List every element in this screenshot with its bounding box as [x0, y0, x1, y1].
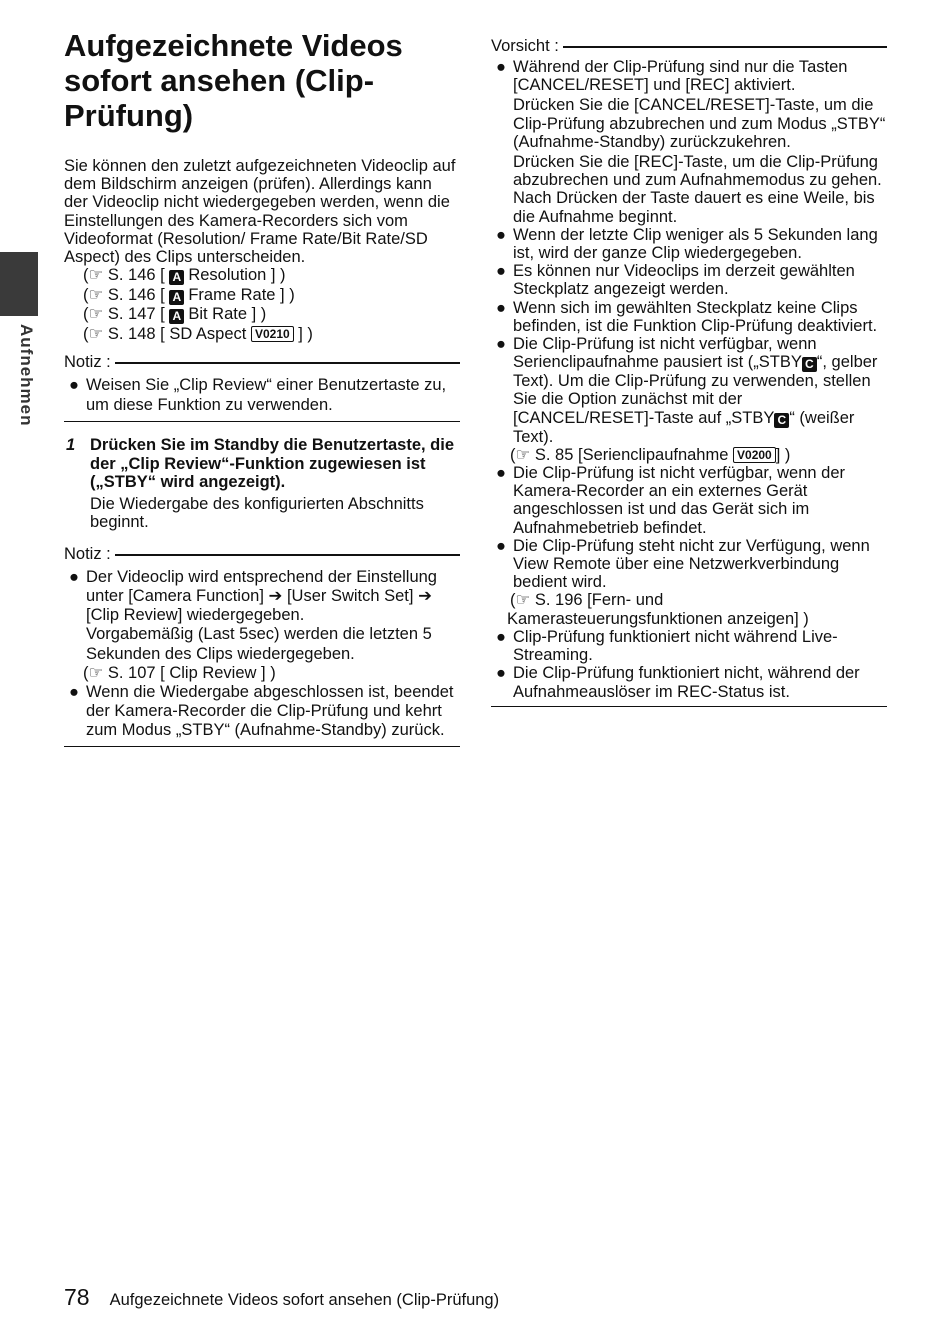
serial-clip-c-icon: C: [802, 357, 817, 372]
bullet-icon: ●: [496, 464, 506, 483]
bullet-icon: ●: [496, 335, 506, 354]
chapter-tab-text: Aufnehmen: [17, 324, 36, 427]
left-column: [64, 28, 460, 747]
reference-remote-control-cont[interactable]: Kamerasteuerungsfunktionen anzeigen] ): [507, 609, 809, 628]
reference-text: Bit Rate ] ): [188, 305, 267, 324]
caution-rule: [563, 46, 887, 48]
caution-item-text: Drücken Sie die [REC]-Taste, um die Clip-Prüfung abzubrechen und zum Aufnahmemodus zu gehen. Nach Drücken der Taste dauert es eine Weile, bis die Aufnahme beginnt.: [513, 153, 882, 226]
bullet-icon: ●: [496, 536, 506, 555]
caution-item: [491, 299, 887, 335]
reference-list: [83, 266, 460, 344]
arrow-right-icon: ➔: [418, 586, 432, 605]
caution-item-text: Es können nur Videoclips im derzeit gewählten Steckplatz angezeigt werden.: [513, 262, 855, 299]
caution-item: [491, 537, 887, 628]
caution-item-text: Clip-Prüfung funktioniert nicht während Live-Streaming.: [513, 627, 838, 665]
page-number: 78: [64, 1284, 90, 1310]
step-body: Die Wiedergabe des konfigurierten Abschnitts beginnt.: [90, 494, 424, 532]
caution-item: [491, 628, 887, 664]
camera-mode-a-icon: A: [169, 290, 184, 305]
note-item-text: Wenn die Wiedergabe abgeschlossen ist, beendet der Kamera-Recorder die Clip-Prüfung und kehrt zum Modus „STBY“ (Aufnahme-Standby) zurück.: [86, 682, 454, 740]
chapter-tab-label: [6, 324, 46, 444]
reference-prefix: (☞ S. 146 [: [83, 285, 165, 304]
reference-suffix: ] ): [298, 324, 313, 343]
caution-item-text: Wenn der letzte Clip weniger als 5 Sekunden lang ist, wird der ganze Clip wiedergegeben.: [513, 225, 878, 263]
caution-item-text: Drücken Sie die [CANCEL/RESET]-Taste, um die Clip-Prüfung abzubrechen und zum Modus „STBY“ (Aufnahme-Standby) zurückzukehren.: [513, 96, 886, 151]
model-badge: V0200: [733, 447, 776, 463]
camera-mode-a-icon: A: [169, 309, 184, 324]
caution-label: Vorsicht :: [491, 37, 559, 55]
reference-bit-rate[interactable]: [83, 305, 460, 325]
bullet-icon: ●: [69, 376, 79, 395]
note-label: Notiz :: [64, 353, 111, 372]
step-title: Drücken Sie im Standby die Benutzertaste, die der „Clip Review“-Funktion zugewiesen ist („STBY“ wird angezeigt).: [90, 436, 455, 492]
caution-item-text: Die Clip-Prüfung ist nicht verfügbar, wenn Serienclipaufnahme pausiert ist („STBY: [513, 335, 817, 372]
reference-prefix: (☞ S. 146 [: [83, 266, 165, 285]
caution-item-text: Wenn sich im gewählten Steckplatz keine Clips befinden, ist die Funktion Clip-Prüfung deaktiviert.: [513, 298, 878, 335]
serial-clip-c-icon: C: [774, 413, 789, 428]
page-heading: Aufgezeichnete Videos sofort ansehen (Clip-Prüfung): [64, 28, 403, 133]
caution-end-rule: [491, 706, 887, 707]
note-header: [64, 544, 460, 564]
intro-paragraph: Sie können den zuletzt aufgezeichneten Videoclip auf dem Bildschirm anzeigen (prüfen). Allerdings kann der Videoclip nicht wiedergegeben werden, wenn die Einstellungen des Kamera-Recorders sich vom Videoformat (Resolution/ Frame Rate/Bit Rate/SD Aspect) des Clips unterscheiden.: [64, 157, 456, 267]
step-number: 1: [66, 436, 76, 455]
caution-item-text: Die Clip-Prüfung ist nicht verfügbar, wenn der Kamera-Recorder an ein externes Gerät angeschlossen ist und das Gerät sich im Aufnahmebetrieb befindet.: [513, 464, 845, 537]
bullet-icon: ●: [496, 58, 506, 76]
caution-item: [491, 262, 887, 298]
footer-title: Aufgezeichnete Videos sofort ansehen (Clip-Prüfung): [109, 1291, 500, 1309]
arrow-right-icon: ➔: [268, 586, 283, 605]
reference-sd-aspect[interactable]: [83, 325, 460, 345]
reference-prefix: (☞ S. 85 [Serienclipaufnahme: [510, 445, 729, 464]
caution-item: [491, 464, 887, 537]
note-rule: [115, 362, 460, 364]
caution-item-text: Die Clip-Prüfung funktioniert nicht, während der Aufnahmeauslöser im REC-Status ist.: [513, 664, 860, 701]
note-list: [64, 376, 460, 415]
reference-serial-clip[interactable]: [510, 446, 887, 464]
reference-resolution[interactable]: [83, 266, 460, 286]
reference-frame-rate[interactable]: [83, 286, 460, 306]
note-item-text: [Clip Review] wiedergegeben.: [86, 606, 305, 625]
camera-mode-a-icon: A: [169, 270, 184, 285]
caution-list: [491, 58, 887, 701]
page-footer: [64, 1284, 499, 1311]
step-1: [64, 436, 460, 532]
note-item-text: Der Videoclip wird entsprechend der Einstellung unter [Camera Function]: [86, 567, 437, 605]
reference-suffix: ] ): [775, 445, 791, 464]
bullet-icon: ●: [496, 627, 506, 646]
caution-header: [491, 36, 887, 56]
bullet-icon: ●: [496, 225, 506, 244]
reference-prefix: (☞ S. 147 [: [83, 305, 165, 324]
note-item-text: Weisen Sie „Clip Review“ einer Benutzertaste zu, um diese Funktion zu verwenden.: [86, 376, 447, 414]
note-item-text: Vorgabemäßig (Last 5sec) werden die letzten 5 Sekunden des Clips wiedergegeben.: [86, 625, 432, 663]
note-end-rule: [64, 421, 460, 422]
model-badge: V0210: [251, 326, 294, 342]
caution-item: [491, 58, 887, 226]
caution-item-text: “ (weißer Text).: [513, 408, 855, 446]
reference-text: Frame Rate ] ): [188, 285, 295, 304]
bullet-icon: ●: [496, 262, 506, 281]
bullet-icon: ●: [69, 567, 79, 586]
chapter-tab-marker: [0, 252, 38, 316]
caution-item: [491, 335, 887, 464]
note-list: [64, 568, 460, 741]
reference-prefix: (☞ S. 148 [ SD Aspect: [83, 324, 247, 343]
caution-item: [491, 664, 887, 700]
caution-item-text: “, gelber Text). Um die Clip-Prüfung zu verwenden, stellen Sie die Option zunächst mit der [CANCEL/RESET]-Taste auf „STBY: [513, 353, 878, 427]
note-end-rule: [64, 746, 460, 747]
reference-text: Resolution ] ): [188, 266, 286, 285]
reference-clip-review[interactable]: (☞ S. 107 [ Clip Review ] ): [83, 663, 276, 682]
note-label: Notiz :: [64, 544, 111, 563]
note-header: [64, 352, 460, 372]
note-rule: [115, 554, 460, 556]
caution-item-text: Während der Clip-Prüfung sind nur die Tasten [CANCEL/RESET] und [REC] aktiviert.: [513, 58, 848, 95]
bullet-icon: ●: [496, 298, 506, 317]
note-item-text: [User Switch Set]: [286, 586, 414, 605]
bullet-icon: ●: [69, 682, 79, 701]
reference-remote-control[interactable]: (☞ S. 196 [Fern- und: [510, 591, 664, 610]
note-item: [64, 683, 460, 741]
note-item: [64, 568, 460, 683]
caution-item: [491, 226, 887, 262]
right-column: [491, 36, 887, 707]
note-item: [64, 376, 460, 415]
caution-item-text: Die Clip-Prüfung steht nicht zur Verfügung, wenn View Remote über eine Netzwerkverbindung bedient wird.: [513, 536, 870, 592]
bullet-icon: ●: [496, 664, 506, 683]
